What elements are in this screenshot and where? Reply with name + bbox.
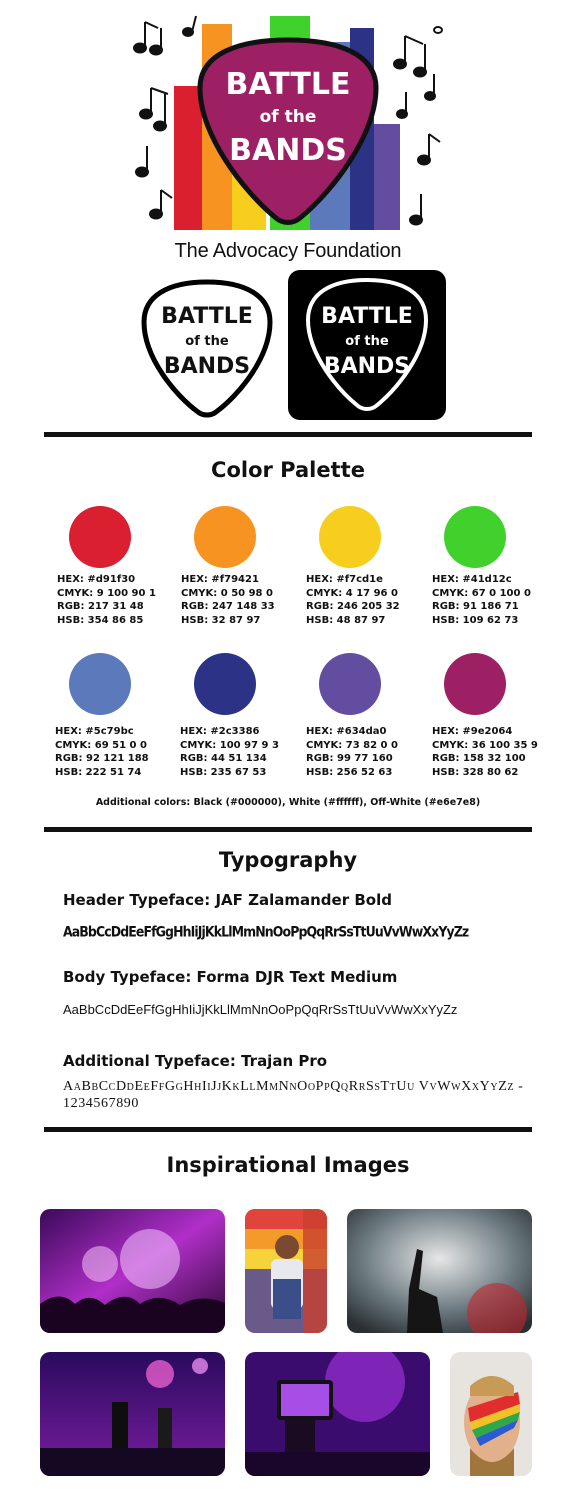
color-cmyk: CMYK: 67 0 100 0 xyxy=(432,587,531,599)
photo-rainbow-face-paint xyxy=(450,1352,532,1476)
swatch-light-blue xyxy=(69,653,131,715)
color-hsb: HSB: 222 51 74 xyxy=(55,766,142,778)
color-cmyk: CMYK: 4 17 96 0 xyxy=(306,587,398,599)
section-divider xyxy=(44,432,532,437)
color-rgb: RGB: 91 186 71 xyxy=(432,601,519,612)
color-cmyk: CMYK: 100 97 9 3 xyxy=(180,739,279,751)
logo-dark xyxy=(288,270,446,420)
section-divider xyxy=(44,827,532,832)
hero-bar xyxy=(174,86,202,230)
hero-bar xyxy=(374,124,400,230)
body-typeface-sample: AaBbCcDdEeFfGgHhIiJjKkLlMmNnOoPpQqRrSsTtUuVvWwXxYyZz xyxy=(63,1002,458,1017)
logo-dark-line2: of the xyxy=(345,334,389,349)
color-rgb: RGB: 99 77 160 xyxy=(306,753,393,764)
swatch-orange xyxy=(194,506,256,568)
color-hex: HEX: #f7cd1e xyxy=(306,574,383,585)
color-rgb: RGB: 92 121 188 xyxy=(55,753,149,764)
typography-title: Typography xyxy=(218,848,358,872)
additional-typeface-label: Additional Typeface: Trajan Pro xyxy=(63,1052,328,1070)
color-cmyk: CMYK: 73 82 0 0 xyxy=(306,739,398,751)
hero-logo-line1: BATTLE xyxy=(225,67,351,102)
photo-phone-recording xyxy=(245,1352,430,1476)
color-rgb: RGB: 158 32 100 xyxy=(432,753,526,764)
logo-variants xyxy=(0,270,576,422)
color-hsb: HSB: 256 52 63 xyxy=(306,766,393,778)
color-palette-title: Color Palette xyxy=(211,458,365,482)
color-spec xyxy=(306,725,398,779)
color-spec xyxy=(181,573,275,627)
additional-typeface-sample: AaBbCcDdEeFfGgHhIiJjKkLlMmNnOoPpQqRrSsTtUu VvWwXxYyZz - 1234567890 xyxy=(63,1079,524,1111)
color-rgb: RGB: 217 31 48 xyxy=(57,601,144,612)
header-typeface-sample: AaBbCcDdEeFfGgHhIiJjKkLlMmNnOoPpQqRrSsTtUuVvWwXxYyZz xyxy=(63,922,469,941)
swatch-green xyxy=(444,506,506,568)
color-hsb: HSB: 354 86 85 xyxy=(57,614,144,626)
header-typeface-label: Header Typeface: JAF Zalamander Bold xyxy=(63,891,392,909)
hero-logo xyxy=(128,14,448,234)
logo-light-line2: of the xyxy=(185,334,229,349)
photo-band-on-stage xyxy=(40,1352,225,1476)
organization-name: The Advocacy Foundation xyxy=(174,240,402,262)
color-spec xyxy=(55,725,149,779)
logo-dark-line3: BANDS xyxy=(323,354,411,379)
logo-light xyxy=(140,278,274,418)
logo-light-line1: BATTLE xyxy=(161,304,253,329)
logo-dark-line1: BATTLE xyxy=(321,304,413,329)
swatch-red xyxy=(69,506,131,568)
additional-colors: Additional colors: Black (#000000), White (#ffffff), Off-White (#e6e7e8) xyxy=(95,797,481,808)
swatch-navy xyxy=(194,653,256,715)
hero-logo-art xyxy=(128,14,448,234)
inspirational-images-title: Inspirational Images xyxy=(166,1153,410,1177)
color-hsb: HSB: 328 80 62 xyxy=(432,766,519,778)
color-cmyk: CMYK: 36 100 35 9 xyxy=(432,739,538,751)
color-hsb: HSB: 109 62 73 xyxy=(432,614,519,626)
color-hsb: HSB: 235 67 53 xyxy=(180,766,267,778)
swatch-yellow xyxy=(319,506,381,568)
color-hex: HEX: #f79421 xyxy=(181,574,259,585)
logo-light-line3: BANDS xyxy=(163,354,251,379)
color-rgb: RGB: 246 205 32 xyxy=(306,601,400,612)
photo-smoke-hands xyxy=(347,1209,532,1333)
color-rgb: RGB: 44 51 134 xyxy=(180,753,267,764)
color-cmyk: CMYK: 0 50 98 0 xyxy=(181,587,273,599)
color-spec xyxy=(180,725,279,779)
color-hex: HEX: #5c79bc xyxy=(55,726,134,737)
photo-rainbow-flag-person xyxy=(245,1209,327,1333)
color-cmyk: CMYK: 9 100 90 1 xyxy=(57,587,156,599)
color-spec xyxy=(57,573,156,627)
body-typeface-label: Body Typeface: Forma DJR Text Medium xyxy=(63,968,398,986)
color-hex: HEX: #9e2064 xyxy=(432,726,513,737)
color-rgb: RGB: 247 148 33 xyxy=(181,601,275,612)
color-spec xyxy=(306,573,400,627)
color-hsb: HSB: 32 87 97 xyxy=(181,614,261,626)
section-divider xyxy=(44,1127,532,1132)
color-spec xyxy=(432,573,531,627)
photo-concert-fireworks xyxy=(40,1209,225,1333)
color-spec xyxy=(432,725,538,779)
swatch-purple xyxy=(319,653,381,715)
color-hex: HEX: #2c3386 xyxy=(180,726,260,737)
swatch-magenta xyxy=(444,653,506,715)
color-cmyk: CMYK: 69 51 0 0 xyxy=(55,739,147,751)
hero-logo-line3: BANDS xyxy=(229,133,347,168)
color-hex: HEX: #634da0 xyxy=(306,726,387,737)
color-hex: HEX: #d91f30 xyxy=(57,574,136,585)
hero-logo-line2: of the xyxy=(259,107,317,127)
color-hsb: HSB: 48 87 97 xyxy=(306,614,386,626)
color-hex: HEX: #41d12c xyxy=(432,574,512,585)
